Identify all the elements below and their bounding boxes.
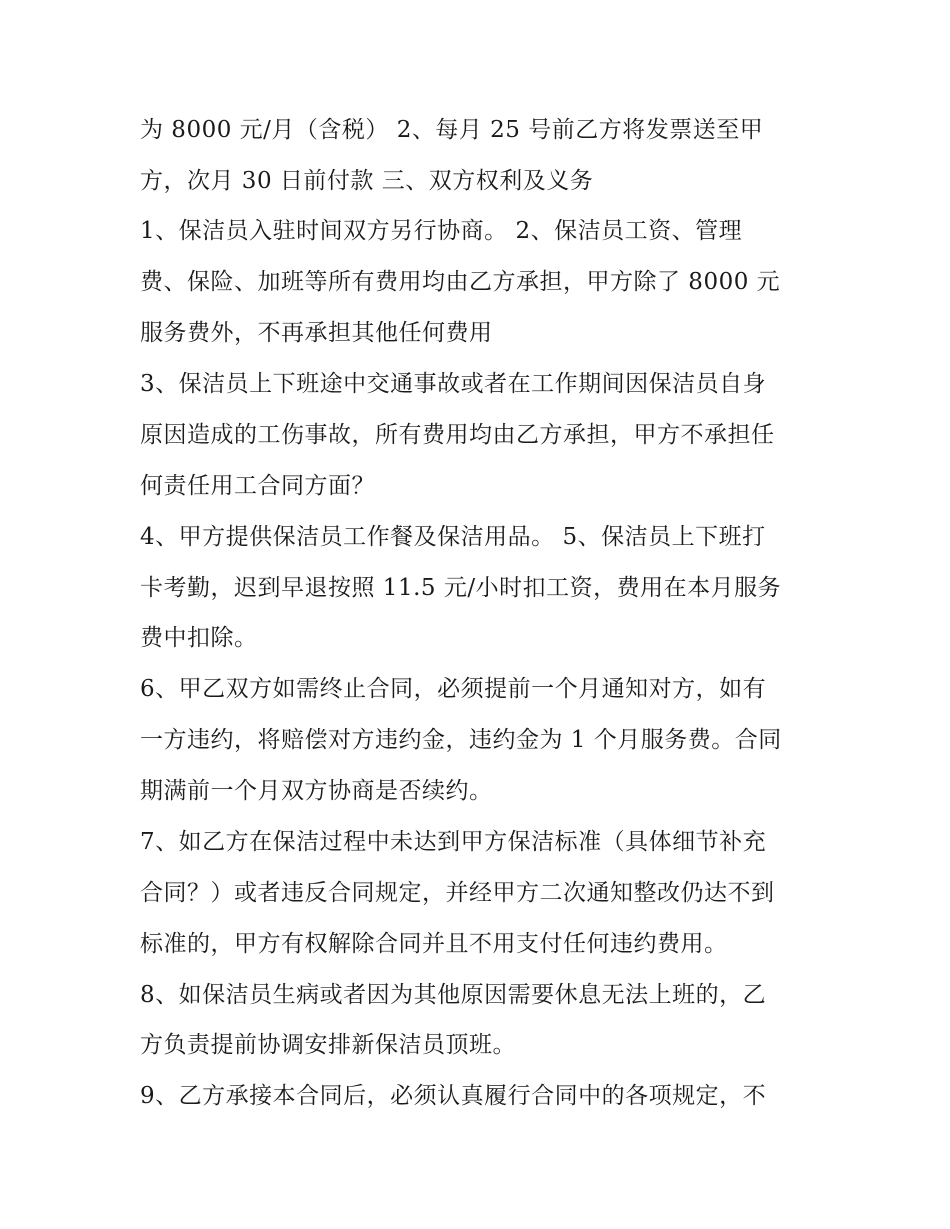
text-line: 9、乙方承接本合同后，必须认真履行合同中的各项规定，不 [140, 1083, 767, 1109]
text-line: 4、甲方提供保洁员工作餐及保洁用品。 5、保洁员上下班打 [140, 524, 766, 550]
text-line: 合同？）或者违反合同规定，并经甲方二次通知整改仍达不到 [140, 880, 775, 906]
text-line: 费、保险、加班等所有费用均由乙方承担，甲方除了 8000 元 [140, 269, 781, 295]
text-line: 8、如保洁员生病或者因为其他原因需要休息无法上班的，乙 [140, 982, 767, 1008]
text-line: 方负责提前协调安排新保洁员顶班。 [140, 1032, 516, 1058]
text-line: 卡考勤，迟到早退按照 11.5 元/小时扣工资，费用在本月服务 [140, 575, 782, 601]
text-line: 3、保洁员上下班途中交通事故或者在工作期间因保洁员自身 [140, 371, 767, 397]
text-line: 原因造成的工伤事故，所有费用均由乙方承担，甲方不承担任 [140, 422, 775, 448]
text-line: 方，次月 30 日前付款 三、双方权利及义务 [140, 168, 594, 194]
text-line: 标准的，甲方有权解除合同并且不用支付任何违约费用。 [140, 931, 728, 957]
text-line: 期满前一个月双方协商是否续约。 [140, 778, 493, 804]
text-line: 一方违约，将赔偿对方违约金，违约金为 1 个月服务费。合同 [140, 727, 782, 753]
text-line: 何责任用工合同方面？ [140, 473, 375, 499]
text-line: 1、保洁员入驻时间双方另行协商。 2、保洁员工资、管理 [140, 218, 743, 244]
text-line: 7、如乙方在保洁过程中未达到甲方保洁标准（具体细节补充 [140, 829, 767, 855]
text-line: 6、甲乙双方如需终止合同，必须提前一个月通知对方，如有 [140, 676, 767, 702]
text-line: 服务费外，不再承担其他任何费用 [140, 320, 493, 346]
text-line: 为 8000 元/月（含税） 2、每月 25 号前乙方将发票送至甲 [140, 117, 764, 143]
text-line: 费中扣除。 [140, 625, 258, 651]
